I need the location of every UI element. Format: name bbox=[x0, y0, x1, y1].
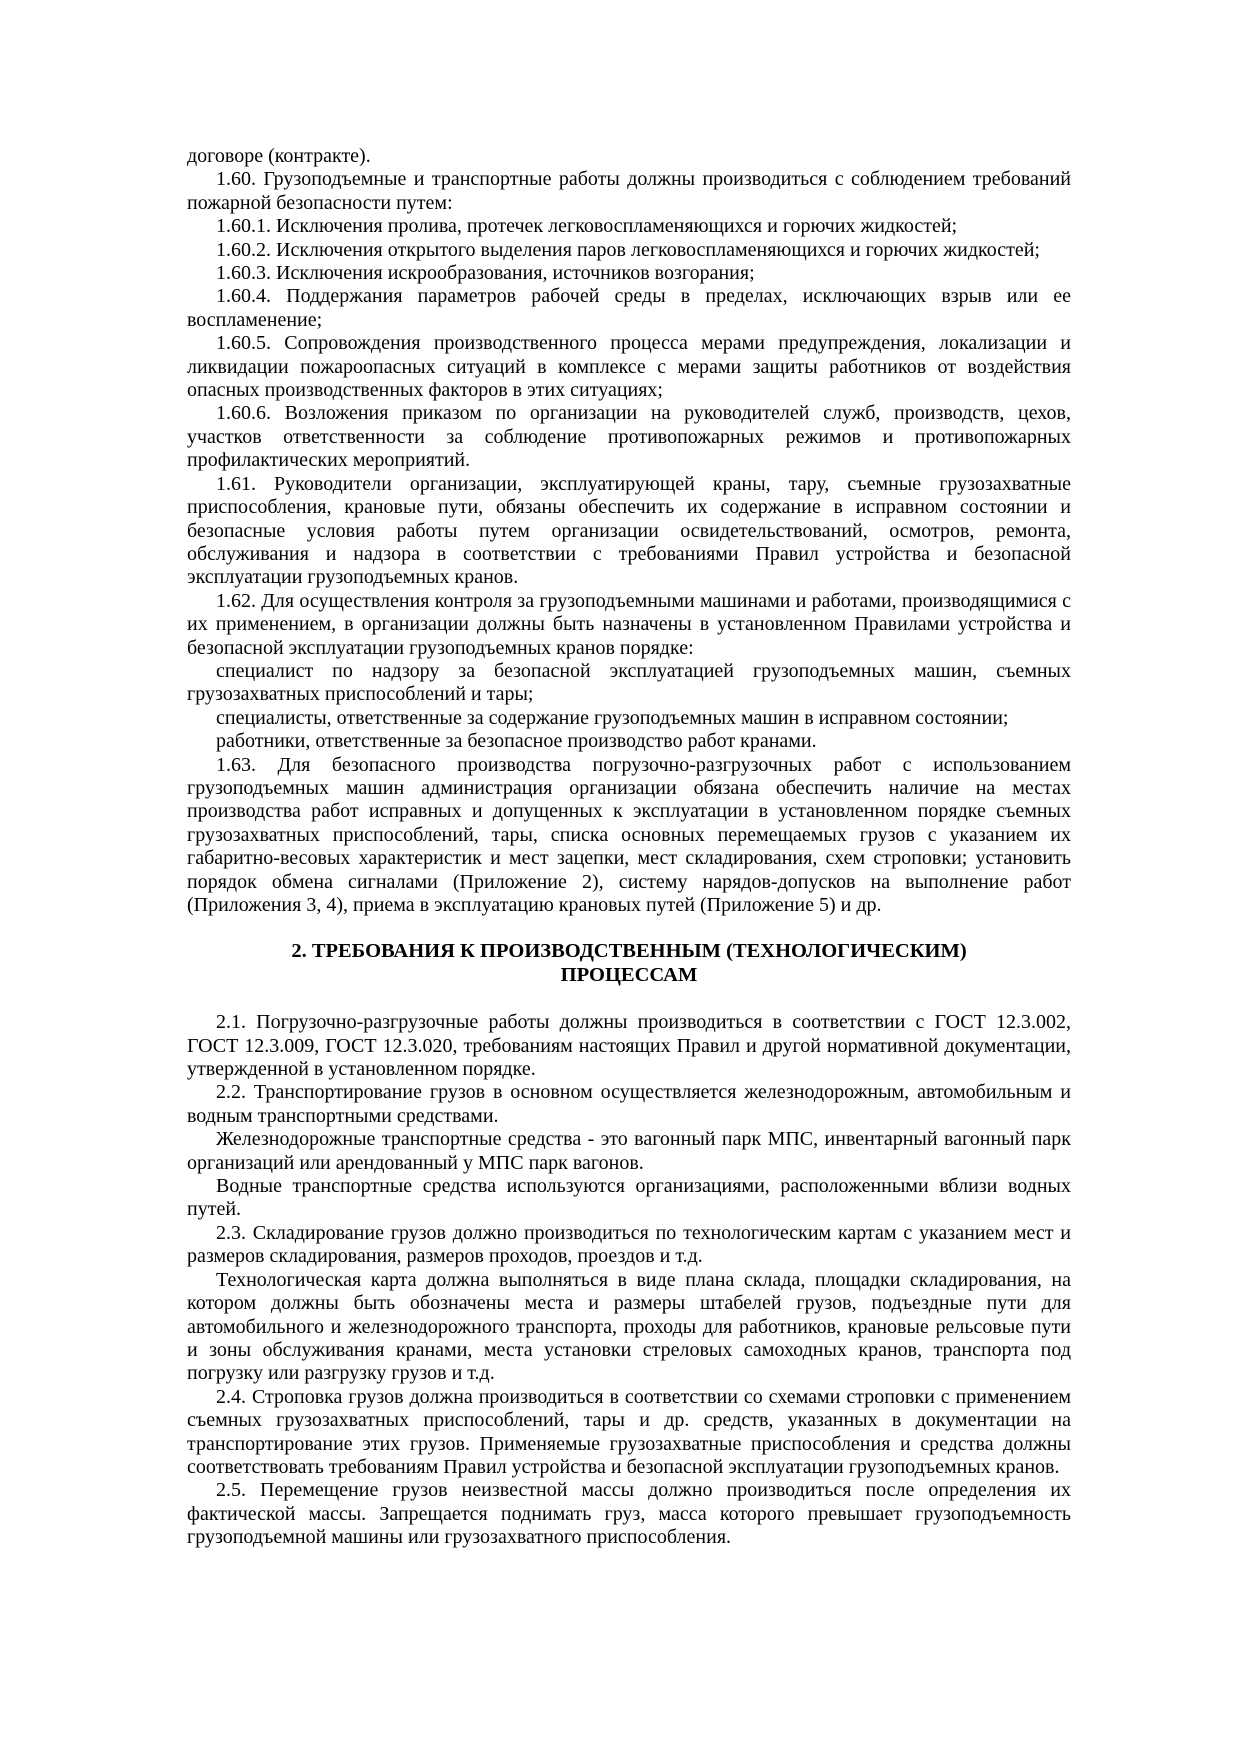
paragraph-1-62-item-specialists: специалисты, ответственные за содержание грузоподъемных машин в исправном состоянии; bbox=[216, 706, 1009, 729]
paragraph-1-60-5: 1.60.5. Сопровождения производственного процесса мерами предупреждения, локализации и ликвидации пожароопасных ситуаций в комплексе с мерами защиты работников от воздействия опасных производственных факторов в этих ситуациях; bbox=[187, 332, 1071, 402]
paragraph-1-60-2: 1.60.2. Исключения открытого выделения паров легковоспламеняющихся и горючих жидкостей; bbox=[216, 238, 1040, 261]
paragraph-2-2-water: Водные транспортные средства используются организациями, расположенными вблизи водных путей. bbox=[187, 1175, 1071, 1221]
paragraph-1-60: 1.60. Грузоподъемные и транспортные работы должны производиться с соблюдением требований пожарной безопасности путем: bbox=[187, 168, 1071, 214]
paragraph-1-60-4: 1.60.4. Поддержания параметров рабочей среды в пределах, исключающих взрыв или ее воспламенение; bbox=[187, 285, 1071, 331]
section-2-heading-line1: 2. ТРЕБОВАНИЯ К ПРОИЗВОДСТВЕННЫМ (ТЕХНОЛОГИЧЕСКИМ) bbox=[291, 940, 967, 963]
paragraph-1-61: 1.61. Руководители организации, эксплуатирующей краны, тару, съемные грузозахватные приспособления, крановые пути, обязаны обеспечить их содержание в исправном состоянии и безопасные условия работы путем организации освидетельствований, осмотров, ремонта, обслуживания и надзора в соответствии с требованиями Правил устройства и безопасной эксплуатации грузоподъемных кранов. bbox=[187, 472, 1071, 589]
paragraph-1-63: 1.63. Для безопасного производства погрузочно-разгрузочных работ с использованием грузоподъемных машин администрация организации обязана обеспечить наличие на местах производства работ исправных и допущенных к эксплуатации в установленном порядке съемных грузозахватных приспособлений, тары, списка основных перемещаемых грузов с указанием их габаритно-весовых характеристик и мест зацепки, мест складирования, схем строповки; установить порядок обмена сигналами (Приложение 2), систему нарядов-допусков на выполнение работ (Приложения 3, 4), приема в эксплуатацию крановых путей (Приложение 5) и др. bbox=[187, 753, 1071, 916]
paragraph-1-62-item-workers: работники, ответственные за безопасное производство работ кранами. bbox=[216, 730, 817, 753]
paragraph-1-60-6: 1.60.6. Возложения приказом по организации на руководителей служб, производств, цехов, участков ответственности за соблюдение противопожарных режимов и противопожарных профилактических мероприятий. bbox=[187, 402, 1071, 472]
paragraph-2-3-techcard: Технологическая карта должна выполняться в виде плана склада, площадки складирования, на котором должны быть обозначены места и размеры штабелей грузов, подъездные пути для автомобильного и железнодорожного транспорта, проходы для работников, крановые рельсовые пути и зоны обслуживания кранами, места установки стреловых самоходных кранов, транспорта под погрузку или разгрузку грузов и т.д. bbox=[187, 1268, 1071, 1385]
paragraph-2-1: 2.1. Погрузочно-разгрузочные работы должны производиться в соответствии с ГОСТ 12.3.002, ГОСТ 12.3.009, ГОСТ 12.3.020, требованиям настоящих Правил и другой нормативной документации, утвержденной в установленном порядке. bbox=[187, 1011, 1071, 1081]
document-content bbox=[187, 145, 1071, 1550]
paragraph-2-4: 2.4. Строповка грузов должна производиться в соответствии со схемами строповки с применением съемных грузозахватных приспособлений, тары и др. средств, указанных в документации на транспортирование этих грузов. Применяемые грузозахватные приспособления и средства должны соответствовать требованиям Правил устройства и безопасной эксплуатации грузоподъемных кранов. bbox=[187, 1385, 1071, 1478]
paragraph-2-3: 2.3. Складирование грузов должно производиться по технологическим картам с указанием мест и размеров складирования, размеров проходов, проездов и т.д. bbox=[187, 1221, 1071, 1268]
section-2-heading bbox=[187, 940, 1071, 987]
paragraph-continuation: договоре (контракте). bbox=[187, 145, 371, 167]
paragraph-2-2-rail: Железнодорожные транспортные средства - это вагонный парк МПС, инвентарный вагонный парк организаций или арендованный у МПС парк вагонов. bbox=[187, 1128, 1071, 1174]
paragraph-1-60-3: 1.60.3. Исключения искрообразования, источников возгорания; bbox=[216, 262, 755, 285]
section-2-heading-line2: ПРОЦЕССАМ bbox=[560, 963, 698, 986]
paragraph-1-62: 1.62. Для осуществления контроля за грузоподъемными машинами и работами, производящимися с их применением, в организации должны быть назначены в установленном Правилами устройства и безопасной эксплуатации грузоподъемных кранов порядке: bbox=[187, 589, 1071, 659]
paragraph-1-62-item-specialist: специалист по надзору за безопасной эксплуатацией грузоподъемных машин, съемных грузозахватных приспособлений и тары; bbox=[187, 659, 1071, 706]
paragraph-1-60-1: 1.60.1. Исключения пролива, протечек легковоспламеняющихся и горючих жидкостей; bbox=[216, 215, 958, 238]
paragraph-2-2: 2.2. Транспортирование грузов в основном осуществляется железнодорожным, автомобильным и водным транспортными средствами. bbox=[187, 1081, 1071, 1127]
paragraph-2-5: 2.5. Перемещение грузов неизвестной массы должно производиться после определения их фактической массы. Запрещается поднимать груз, масса которого превышает грузоподъемность грузоподъемной машины или грузозахватного приспособления. bbox=[187, 1479, 1071, 1549]
